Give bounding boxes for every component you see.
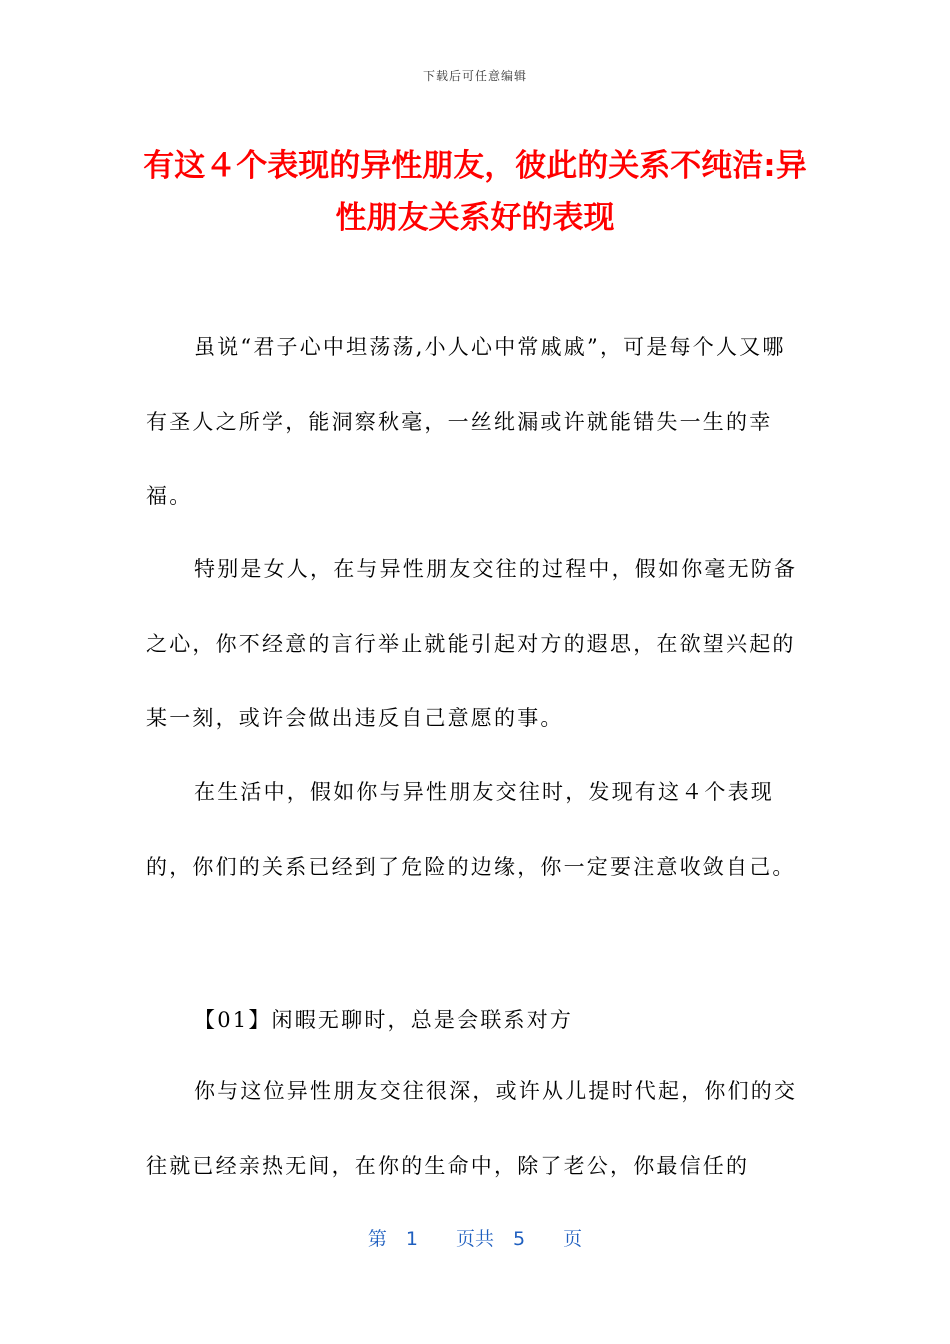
paragraph-warning	[146, 755, 806, 904]
paragraph-text: 在生活中，假如你与异性朋友交往时，发现有这４个表现的，你们的关系已经到了危险的边缘，你一定要注意收敛自己。	[146, 780, 796, 879]
header-note: 下载后可任意编辑	[422, 69, 527, 83]
paragraph-women	[146, 532, 806, 756]
paragraph-text: 你与这位异性朋友交往很深，或许从儿提时代起，你们的交往就已经亲热无间，在你的生命中，除了老公，你最信任的	[146, 1079, 798, 1178]
paragraph-text: 特别是女人，在与异性朋友交往的过程中，假如你毫无防备之心，你不经意的言行举止就能引起对方的遐思，在欲望兴起的某一刻，或许会做出违反自己意愿的事。	[146, 557, 798, 730]
page-footer: 第 1 页共 5 页	[367, 1228, 583, 1250]
paragraph-section-01	[146, 1054, 806, 1203]
paragraph-text: 虽说“君子心中坦荡荡,小人心中常戚戚”，可是每个人又哪有圣人之所学，能洞察秋毫，一丝纰漏或许就能错失一生的幸福。	[146, 335, 786, 508]
section-heading: 【01】闲暇无聊时，总是会联系对方	[194, 1008, 574, 1032]
document-title: 有这４个表现的异性朋友，彼此的关系不纯洁:异性朋友关系好的表现	[143, 148, 807, 236]
paragraph-intro	[146, 310, 806, 534]
